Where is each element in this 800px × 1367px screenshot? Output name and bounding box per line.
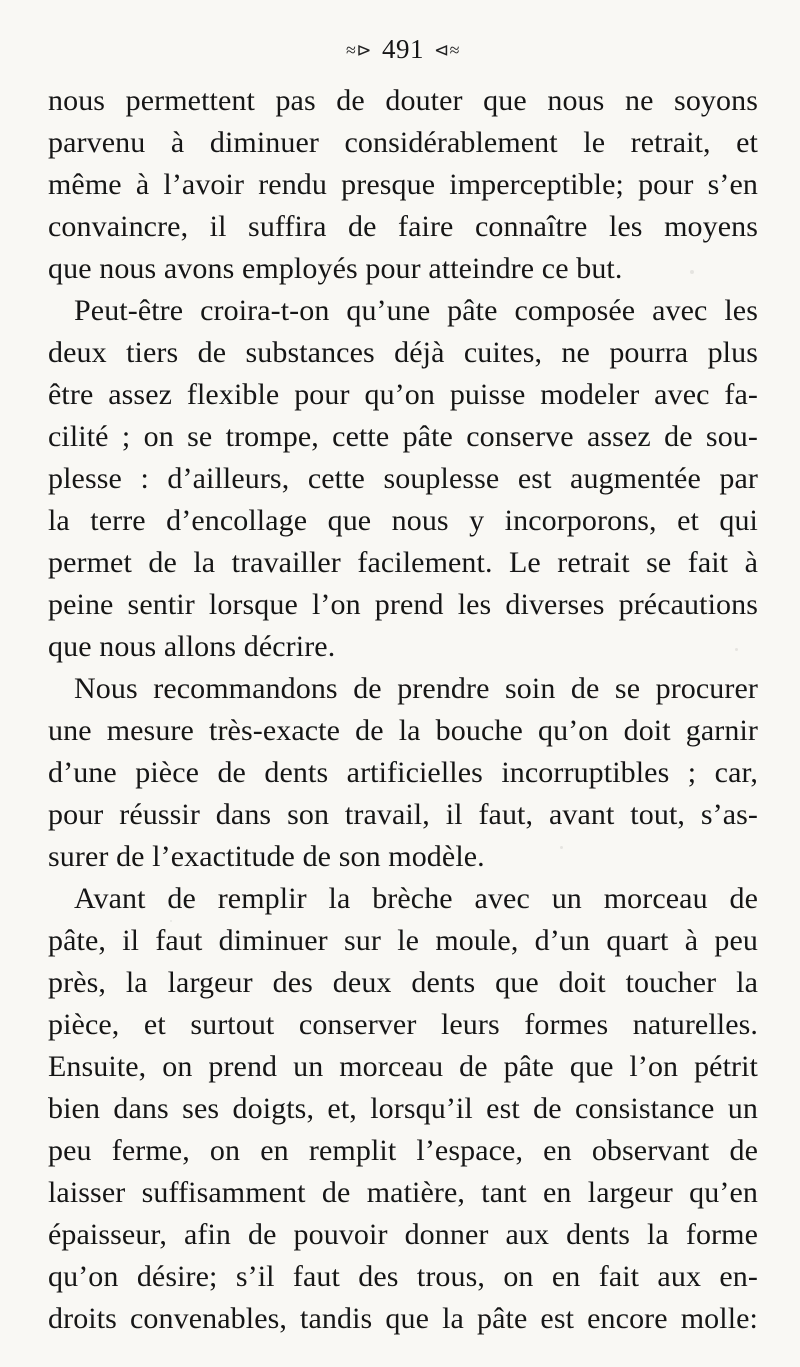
text-line: Ensuite, on prend un morceau de pâte que l’on pétrit [48, 1050, 758, 1083]
text-line: d’une pièce de dents artificielles incorruptibles ; car, [48, 756, 758, 789]
text-line: cilité ; on se trompe, cette pâte conserve assez de sou- [48, 420, 758, 453]
text-line: pâte, il faut diminuer sur le moule, d’un quart à peu [48, 924, 758, 957]
page-body [48, 80, 758, 1340]
text-line: Peut-être croira-t-on qu’une pâte composée avec les [74, 294, 758, 327]
text-line: convaincre, il suffira de faire connaître les moyens [48, 210, 758, 243]
text-line: pour réussir dans son travail, il faut, avant tout, s’as- [48, 798, 758, 831]
text-line: que nous avons employés pour atteindre ce but. [48, 252, 623, 285]
text-line: peu ferme, on en remplit l’espace, en observant de [48, 1134, 758, 1167]
text-line: Avant de remplir la brèche avec un morceau de [74, 882, 758, 915]
text-line: la terre d’encollage que nous y incorporons, et qui [48, 504, 758, 537]
text-line: permet de la travailler facilement. Le retrait se fait à [48, 546, 758, 579]
right-ornament-icon: ⊲≈ [434, 39, 460, 60]
text-line: pièce, et surtout conserver leurs formes naturelles. [48, 1008, 758, 1041]
text-line: que nous allons décrire. [48, 630, 336, 663]
text-line: laisser suffisamment de matière, tant en largeur qu’en [48, 1176, 758, 1209]
text-line: plesse : d’ailleurs, cette souplesse est augmentée par [48, 462, 758, 495]
text-line: bien dans ses doigts, et, lorsqu’il est de consistance un [48, 1092, 758, 1125]
text-line: deux tiers de substances déjà cuites, ne pourra plus [48, 336, 758, 369]
text-line: une mesure très-exacte de la bouche qu’on doit garnir [48, 714, 758, 747]
paragraph [48, 878, 758, 1340]
paragraph [48, 80, 758, 290]
text-line: près, la largeur des deux dents que doit toucher la [48, 966, 758, 999]
text-line: peine sentir lorsque l’on prend les diverses précautions [48, 588, 758, 621]
paper-speck [735, 648, 738, 651]
paper-speck [690, 270, 694, 274]
text-line: Nous recommandons de prendre soin de se procurer [74, 672, 758, 705]
text-line: qu’on désire; s’il faut des trous, on en fait aux en- [48, 1260, 758, 1293]
page-header [48, 24, 758, 74]
paper-speck [170, 920, 172, 922]
text-line: même à l’avoir rendu presque imperceptible; pour s’en [48, 168, 758, 201]
left-ornament-icon: ≈⊳ [346, 39, 372, 60]
text-line: parvenu à diminuer considérablement le retrait, et [48, 126, 758, 159]
page-number: 491 [382, 33, 424, 64]
paragraph [48, 668, 758, 878]
text-line: être assez flexible pour qu’on puisse modeler avec fa- [48, 378, 758, 411]
paragraph [48, 290, 758, 668]
text-line: épaisseur, afin de pouvoir donner aux dents la forme [48, 1218, 758, 1251]
text-line: nous permettent pas de douter que nous ne soyons [48, 84, 758, 117]
text-line: droits convenables, tandis que la pâte est encore molle: [48, 1302, 758, 1335]
text-line: surer de l’exactitude de son modèle. [48, 840, 485, 873]
paper-speck [560, 846, 563, 849]
